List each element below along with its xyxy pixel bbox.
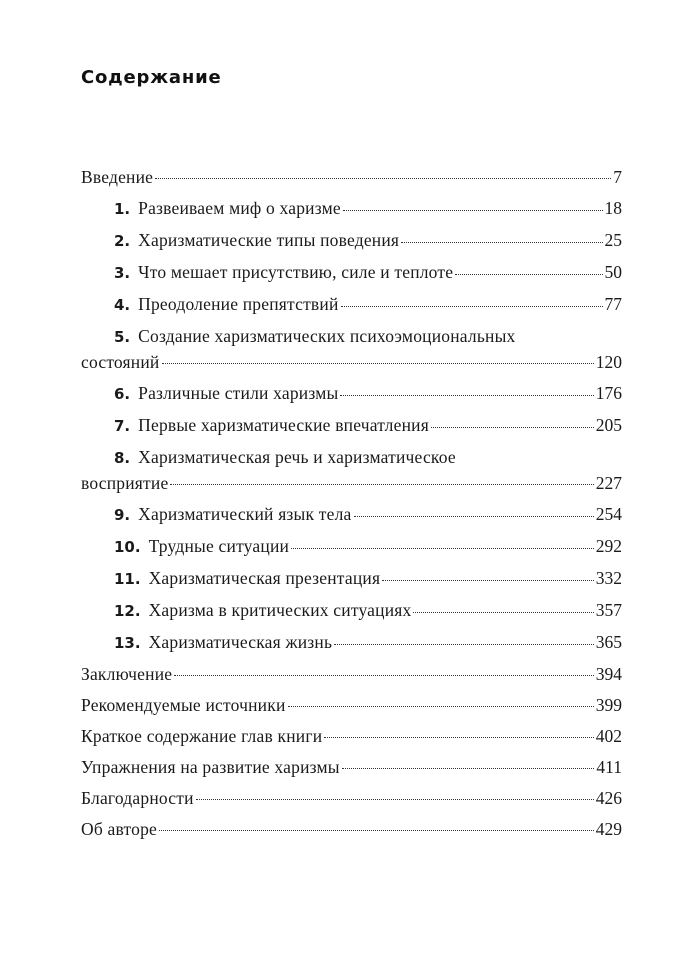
toc-entry-title: Что мешает присутствию, силе и теплоте [138, 262, 454, 282]
dot-leader [291, 548, 594, 549]
toc-entry-page: 426 [595, 788, 622, 808]
toc-entry-title: Краткое содержание глав книги [81, 726, 323, 746]
toc-entry-page: 176 [595, 383, 622, 403]
toc-entry-chapter-2[interactable] [81, 229, 622, 252]
toc-entry-title: Трудные ситуации [148, 536, 290, 556]
toc-entry-page: 394 [595, 664, 622, 684]
dot-leader [162, 363, 594, 364]
toc-entry-title: Заключение [81, 664, 173, 684]
toc-entry-page: 205 [595, 415, 622, 435]
toc-entry-title: Харизматическая презентация [148, 568, 381, 588]
dot-leader [413, 612, 593, 613]
dot-leader [354, 516, 594, 517]
toc-entry-page: 411 [596, 757, 622, 777]
toc-entry-page: 429 [595, 819, 622, 839]
toc-entry-chapter-6[interactable] [81, 382, 622, 405]
chapter-number: 5. [114, 328, 131, 346]
chapter-number: 12. [114, 602, 141, 620]
toc-entry-title: Об авторе [81, 819, 157, 839]
dot-leader [288, 706, 594, 707]
chapter-number: 4. [114, 296, 131, 314]
toc-entry-page: 357 [595, 600, 622, 620]
dot-leader [342, 768, 595, 769]
toc-entry-chapter-10[interactable] [81, 535, 622, 558]
dot-leader [340, 395, 593, 396]
chapter-number: 13. [114, 634, 141, 652]
dot-leader [159, 830, 594, 831]
chapter-number: 1. [114, 200, 131, 218]
toc-entry-page: 120 [595, 352, 622, 372]
toc-entry-title: Харизматический язык тела [138, 504, 352, 524]
toc-entry-chapter-summary[interactable] [81, 725, 622, 747]
chapter-number: 10. [114, 538, 141, 556]
toc-entry-chapter-1[interactable] [81, 197, 622, 220]
toc-entry-page: 292 [595, 536, 622, 556]
toc-entry-title: Развеиваем миф о харизме [138, 198, 341, 218]
chapter-number: 9. [114, 506, 131, 524]
toc-entry-chapter-9[interactable] [81, 503, 622, 526]
toc-entry-chapter-5[interactable] [81, 325, 622, 373]
toc-entry-title: Харизматическая жизнь [148, 632, 333, 652]
toc-entry-page: 365 [595, 632, 622, 652]
toc-entry-exercises[interactable] [81, 756, 622, 778]
toc-entry-title: Первые харизматические впечатления [138, 415, 429, 435]
toc-entry-page: 227 [595, 473, 622, 493]
toc-entry-page: 399 [595, 695, 622, 715]
chapter-number: 6. [114, 385, 131, 403]
toc-entry-page: 402 [595, 726, 622, 746]
toc-entry-title: Харизматические типы поведения [138, 230, 400, 250]
dot-leader [431, 427, 594, 428]
toc-entry-chapter-8[interactable] [81, 446, 622, 494]
dot-leader [196, 799, 594, 800]
toc-entry-page: 18 [604, 198, 622, 218]
toc-entry-page: 7 [613, 167, 622, 187]
chapter-number: 2. [114, 232, 131, 250]
dot-leader [343, 210, 603, 211]
toc-entry-title: Различные стили харизмы [138, 383, 339, 403]
toc-entry-chapter-7[interactable] [81, 414, 622, 437]
chapter-number: 3. [114, 264, 131, 282]
dot-leader [174, 675, 594, 676]
dot-leader [382, 580, 594, 581]
dot-leader [324, 737, 593, 738]
toc-entry-introduction[interactable] [81, 166, 622, 188]
toc-entry-about-author[interactable] [81, 818, 622, 840]
toc-entry-chapter-4[interactable] [81, 293, 622, 316]
dot-leader [401, 242, 602, 243]
toc-entry-page: 254 [595, 504, 622, 524]
toc-entry-title: Харизма в критических ситуациях [148, 600, 412, 620]
toc-entry-title-line-1: Харизматическая речь и харизматическое [138, 447, 456, 467]
toc-entry-title: Благодарности [81, 788, 194, 808]
toc-entry-title-line-1: Создание харизматических психоэмоциональных [138, 326, 516, 346]
toc-entry-page: 332 [595, 568, 622, 588]
toc-entry-conclusion[interactable] [81, 663, 622, 685]
toc-entry-title: Преодоление препятствий [138, 294, 339, 314]
chapter-number: 11. [114, 570, 141, 588]
toc-entry-chapter-3[interactable] [81, 261, 622, 284]
toc-entry-title-line-2: состояний [81, 352, 160, 372]
toc-entry-page: 25 [604, 230, 622, 250]
toc-entry-title-line-2: восприятие [81, 473, 169, 493]
toc-entry-chapter-11[interactable] [81, 567, 622, 590]
toc-entry-title: Введение [81, 167, 154, 187]
chapter-number: 8. [114, 449, 131, 467]
dot-leader [334, 644, 594, 645]
dot-leader [170, 484, 593, 485]
toc-entry-recommended-sources[interactable] [81, 694, 622, 716]
toc-entry-page: 50 [604, 262, 622, 282]
toc-entry-title: Рекомендуемые источники [81, 695, 286, 715]
dot-leader [455, 274, 602, 275]
table-of-contents [81, 166, 622, 840]
toc-entry-chapter-12[interactable] [81, 599, 622, 622]
dot-leader [155, 178, 611, 179]
chapter-number: 7. [114, 417, 131, 435]
toc-entry-title: Упражнения на развитие харизмы [81, 757, 340, 777]
page-title: Содержание [81, 67, 222, 88]
toc-entry-acknowledgements[interactable] [81, 787, 622, 809]
toc-entry-chapter-13[interactable] [81, 631, 622, 654]
toc-entry-page: 77 [604, 294, 622, 314]
dot-leader [341, 306, 603, 307]
